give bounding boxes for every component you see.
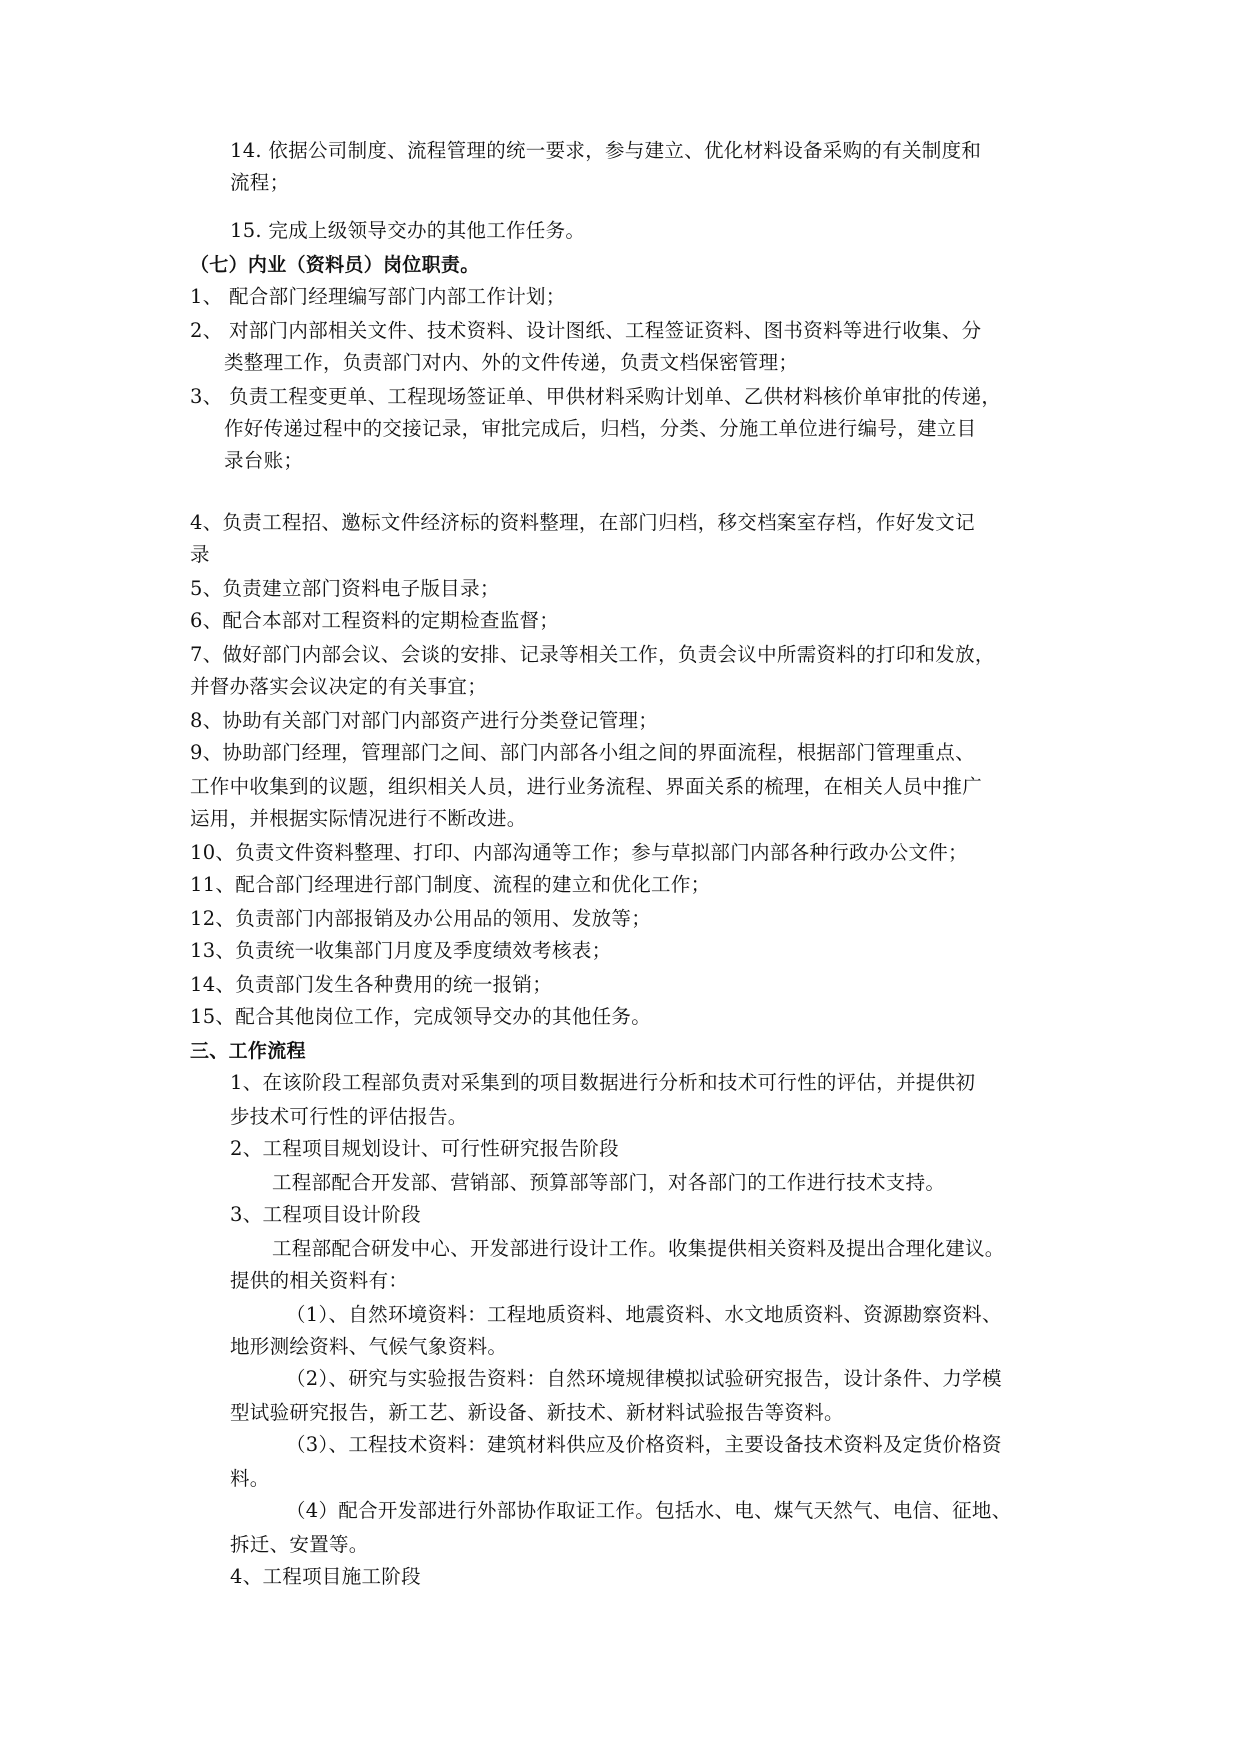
list-item: 14、负责部门发生各种费用的统一报销； [190, 973, 553, 996]
list-item: 1、在该阶段工程部负责对采集到的项目数据进行分析和技术可行性的评估，并提供初 [230, 1071, 976, 1094]
text-line: 类整理工作，负责部门对内、外的文件传递，负责文档保密管理； [224, 351, 799, 374]
text-line: 15. 完成上级领导交办的其他工作任务。 [230, 219, 586, 242]
text-line: 录 [190, 543, 210, 566]
list-item: 1、 配合部门经理编写部门内部工作计划； [190, 285, 566, 308]
list-item: （2）、研究与实验报告资料：自然环境规律模拟试验研究报告，设计条件、力学模 [286, 1367, 1002, 1390]
list-item: 15、配合其他岗位工作，完成领导交办的其他任务。 [190, 1005, 652, 1028]
text-line: 拆迁、安置等。 [230, 1533, 369, 1556]
list-item: 7、做好部门内部会议、会谈的安排、记录等相关工作，负责会议中所需资料的打印和发放， [190, 643, 995, 666]
list-item: 11、配合部门经理进行部门制度、流程的建立和优化工作； [190, 873, 711, 896]
text-line: 料。 [230, 1467, 270, 1490]
text-line: 流程； [230, 171, 290, 194]
text-line: 14. 依据公司制度、流程管理的统一要求，参与建立、优化材料设备采购的有关制度和 [230, 139, 982, 162]
list-item: 6、配合本部对工程资料的定期检查监督； [190, 609, 560, 632]
section-heading: （七）内业（资料员）岗位职责。 [190, 254, 480, 276]
text-line: 提供的相关资料有： [230, 1269, 409, 1292]
text-line: 步技术可行性的评估报告。 [230, 1105, 468, 1128]
list-item: 4、工程项目施工阶段 [230, 1565, 421, 1588]
list-item: 8、协助有关部门对部门内部资产进行分类登记管理； [190, 709, 659, 732]
text-line: 地形测绘资料、气候气象资料。 [230, 1335, 508, 1358]
list-item: （4）配合开发部进行外部协作取证工作。包括水、电、煤气天然气、电信、征地、 [286, 1499, 1012, 1522]
list-item: 2、 对部门内部相关文件、技术资料、设计图纸、工程签证资料、图书资料等进行收集、分 [190, 319, 982, 342]
text-line: 作好传递过程中的交接记录，审批完成后，归档，分类、分施工单位进行编号，建立目 [224, 417, 977, 440]
list-item: 4、负责工程招、邀标文件经济标的资料整理，在部门归档，移交档案室存档，作好发文记 [190, 511, 975, 534]
section-heading: 三、工作流程 [190, 1040, 306, 1062]
list-item: 3、工程项目设计阶段 [230, 1203, 421, 1226]
text-line: 型试验研究报告，新工艺、新设备、新技术、新材料试验报告等资料。 [230, 1401, 844, 1424]
list-item: 3、 负责工程变更单、工程现场签证单、甲供材料采购计划单、乙供材料核价单审批的传递， [190, 385, 1002, 408]
list-item: 9、协助部门经理，管理部门之间、部门内部各小组之间的界面流程，根据部门管理重点、 [190, 741, 975, 764]
text-line: 工程部配合开发部、营销部、预算部等部门，对各部门的工作进行技术支持。 [272, 1171, 946, 1194]
list-item: 2、工程项目规划设计、可行性研究报告阶段 [230, 1137, 619, 1160]
list-item: 10、负责文件资料整理、打印、内部沟通等工作；参与草拟部门内部各种行政办公文件； [190, 841, 968, 864]
text-line: 工作中收集到的议题，组织相关人员，进行业务流程、界面关系的梳理，在相关人员中推广 [190, 775, 983, 798]
list-item: （3）、工程技术资料：建筑材料供应及价格资料，主要设备技术资料及定货价格资 [286, 1433, 1002, 1456]
text-line: 录台账； [224, 449, 304, 472]
list-item: 12、负责部门内部报销及办公用品的领用、发放等； [190, 907, 652, 930]
text-line: 并督办落实会议决定的有关事宜； [190, 675, 488, 698]
list-item: 13、负责统一收集部门月度及季度绩效考核表； [190, 939, 612, 962]
list-item: 5、负责建立部门资料电子版目录； [190, 577, 500, 600]
list-item: （1）、自然环境资料：工程地质资料、地震资料、水文地质资料、资源勘察资料、 [286, 1303, 1002, 1326]
text-line: 运用，并根据实际情况进行不断改进。 [190, 807, 527, 830]
text-line: 工程部配合研发中心、开发部进行设计工作。收集提供相关资料及提出合理化建议。 [272, 1237, 1005, 1260]
